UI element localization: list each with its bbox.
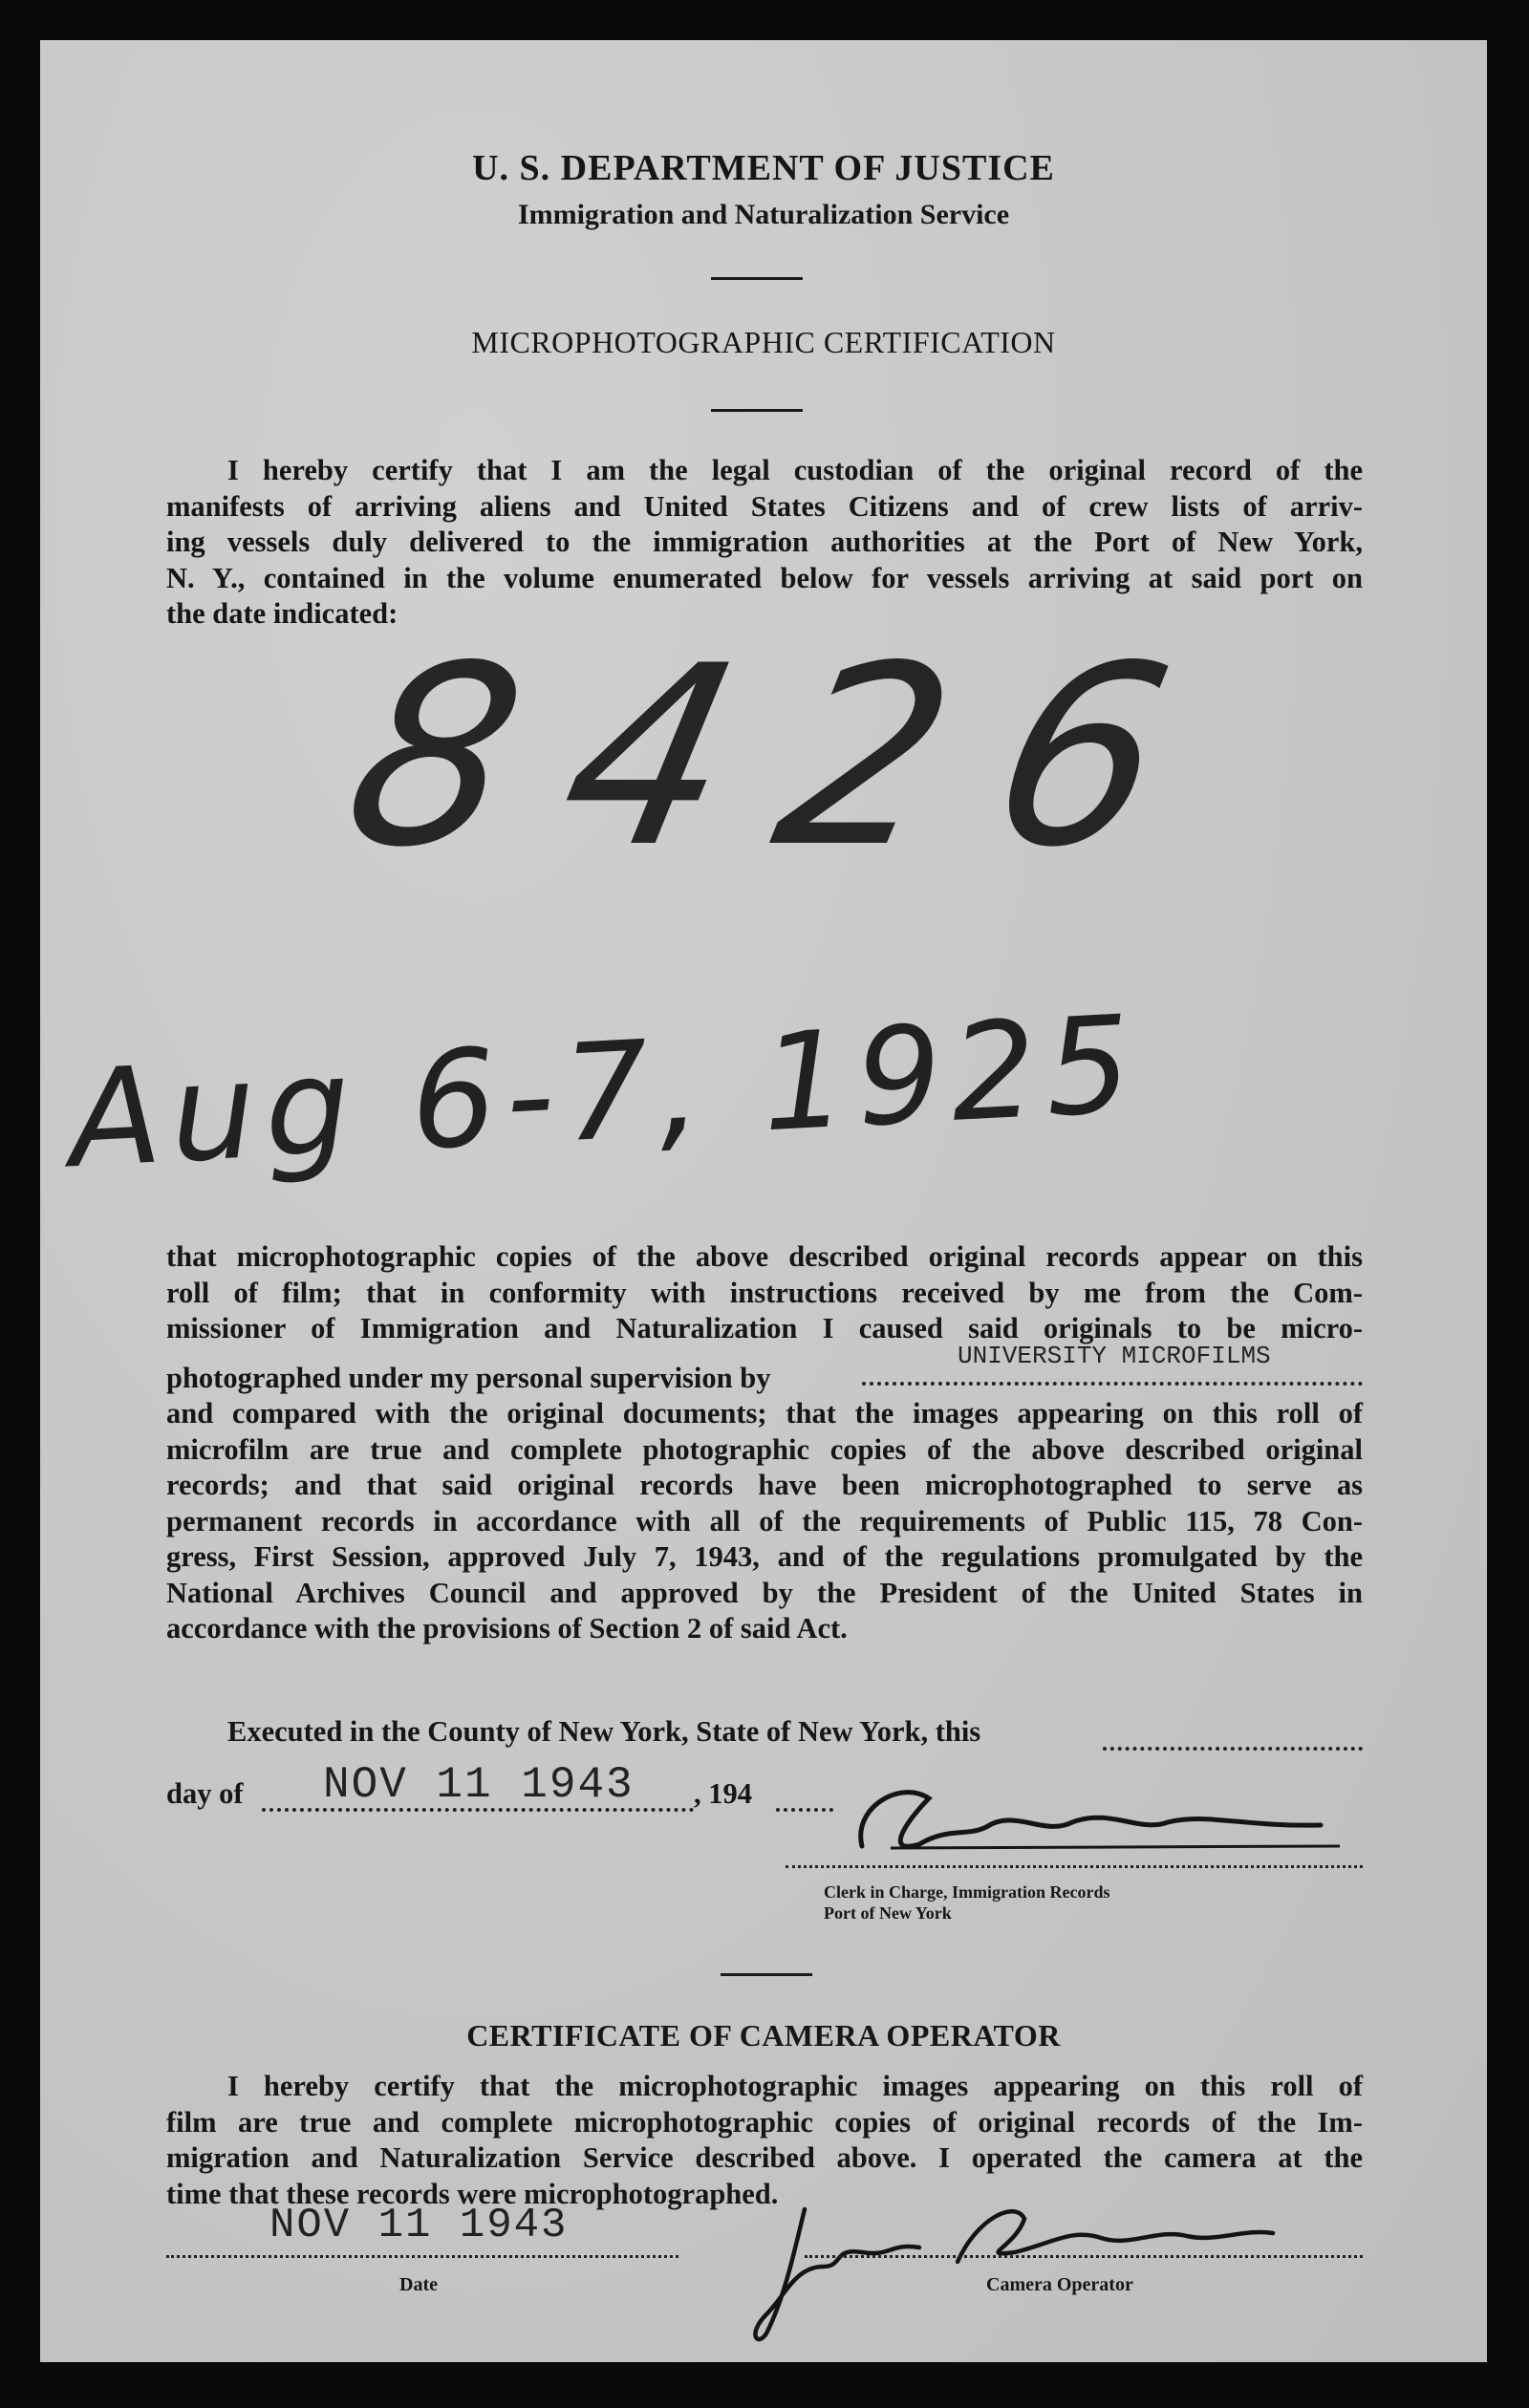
operator-date-stamp: NOV 11 1943 (269, 2202, 569, 2249)
supervisor-stamp: UNIVERSITY MICROFILMS (958, 1342, 1271, 1370)
body-paragraph (166, 1239, 1363, 1647)
camera-operator-signature (728, 2190, 1282, 2353)
operator-signature-line (805, 2255, 1363, 2258)
divider (721, 1973, 812, 1976)
divider (711, 409, 803, 412)
text-line: records; and that said original records have been microphotographed to serve as (166, 1469, 1363, 1501)
year-prefix: , 194 (694, 1777, 752, 1810)
supervisor-line (862, 1382, 1363, 1386)
text-line: accordance with the provisions of Section 2 of said Act. (166, 1612, 848, 1645)
clerk-port: Port of New York (824, 1903, 952, 1923)
date-label: Date (399, 2274, 438, 2295)
day-date-stamp: NOV 11 1943 (323, 1760, 635, 1810)
handwritten-date: Aug 6-7, 1925 (65, 986, 1145, 1199)
clerk-title: Clerk in Charge, Immigration Records (824, 1882, 1110, 1902)
text-line: I hereby certify that I am the legal custodian of the original record of the (227, 454, 1363, 486)
text-line: film are true and complete microphotographic copies of original records of the Im- (166, 2105, 1363, 2139)
text-line: ing vessels duly delivered to the immigration authorities at the Port of New York, (166, 526, 1363, 558)
text-line: the date indicated: (166, 597, 398, 630)
text-line: migration and Naturalization Service described above. I operated the camera at the (166, 2141, 1363, 2174)
executed-day-line (1103, 1747, 1363, 1751)
text-line: National Archives Council and approved by the President of the United States in (166, 1576, 1363, 1609)
supervision-text: photographed under my personal supervision by (166, 1361, 771, 1394)
text-line: manifests of arriving aliens and United States Citizens and of crew lists of arriv- (166, 489, 1363, 523)
executed-text: Executed in the County of New York, State of New York, this (227, 1715, 981, 1748)
text-line: missioner of Immigration and Naturalization I caused said originals to be micro- (166, 1312, 1363, 1344)
certification-heading: MICROPHOTOGRAPHIC CERTIFICATION (471, 325, 1056, 359)
service-subtitle: Immigration and Naturalization Service (517, 199, 1010, 230)
operator-label: Camera Operator (986, 2274, 1133, 2295)
intro-paragraph (166, 453, 1363, 633)
text-line: and compared with the original documents; that the images appearing on this roll of (166, 1397, 1363, 1430)
text-line: gress, First Session, approved July 7, 1943, and of the regulations promulgated by the (166, 1540, 1363, 1573)
handwritten-volume-number: 8426 (324, 613, 1248, 902)
text-line: permanent records in accordance with all of the requirements of Public 115, 78 Con- (166, 1504, 1363, 1537)
divider (711, 277, 803, 280)
certificate-sheet (40, 40, 1487, 2362)
day-of-label: day of (166, 1777, 244, 1810)
department-title: U. S. DEPARTMENT OF JUSTICE (472, 148, 1055, 188)
operator-date-line (166, 2255, 678, 2258)
clerk-signature (824, 1770, 1359, 1875)
text-line: time that these records were microphotographed. (166, 2177, 779, 2210)
camera-operator-heading: CERTIFICATE OF CAMERA OPERATOR (466, 2018, 1061, 2053)
text-line: I hereby certify that the microphotographic images appearing on this roll of (227, 2070, 1363, 2102)
clerk-signature-line (786, 1865, 1363, 1868)
text-line: microfilm are true and complete photographic copies of the above described original (166, 1432, 1363, 1466)
text-line: N. Y., contained in the volume enumerated below for vessels arriving at said port on (166, 561, 1363, 594)
text-line: roll of film; that in conformity with instructions received by me from the Com- (166, 1276, 1363, 1309)
text-line: that microphotographic copies of the above described original records appear on this (166, 1240, 1363, 1273)
